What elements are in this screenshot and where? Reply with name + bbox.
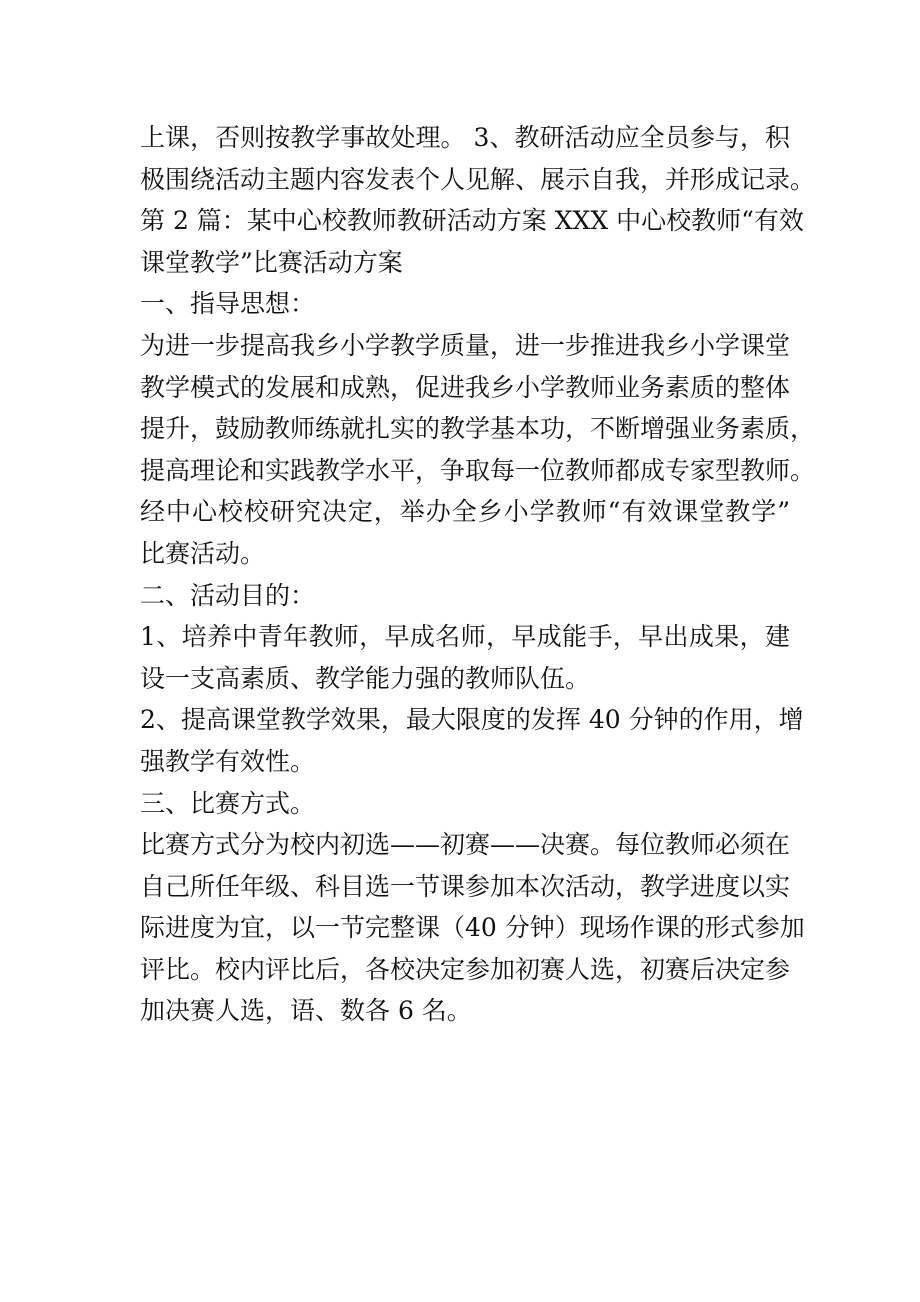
text-line: 教学模式的发展和成熟，促进我乡小学教师业务素质的整体 (140, 372, 791, 402)
section-heading: 二、活动目的： (140, 580, 316, 610)
text-line: 加决赛人选，语、数各 6 名。 (140, 996, 472, 1026)
text-line: 第 2 篇：某中心校教师教研活动方案 XXX 中心校教师“有效 (140, 206, 804, 236)
text-line: 评比。校内评比后，各校决定参加初赛人选，初赛后决定参 (140, 954, 791, 984)
section-heading: 三、比赛方式。 (140, 788, 316, 818)
text-line: 为进一步提高我乡小学教学质量，进一步推进我乡小学课堂 (140, 330, 791, 360)
text-line: 2、提高课堂教学效果，最大限度的发挥 40 分钟的作用，增 (140, 705, 804, 735)
text-line: 上课，否则按教学事故处理。 3、教研活动应全员参与，积 (140, 123, 790, 152)
text-line: 提升，鼓励教师练就扎实的教学基本功，不断增强业务素质， (140, 414, 816, 444)
section-heading: 一、指导思想： (140, 289, 316, 319)
text-line: 经中心校校研究决定，举办全乡小学教师“有效课堂教学” (140, 497, 790, 527)
text-line: 自己所任年级、科目选一节课参加本次活动，教学进度以实 (140, 871, 791, 901)
text-line: 设一支高素质、教学能力强的教师队伍。 (140, 663, 591, 693)
text-line: 课堂教学”比赛活动方案 (140, 247, 403, 277)
document-body (140, 117, 816, 1032)
text-line: 际进度为宜，以一节完整课（40 分钟）现场作课的形式参加 (140, 913, 805, 943)
text-line: 强教学有效性。 (140, 746, 316, 776)
text-line: 比赛方式分为校内初选——初赛——决赛。每位教师必须在 (140, 830, 791, 860)
text-line: 1、培养中青年教师，早成名师，早成能手，早出成果，建 (140, 622, 790, 652)
text-line: 提高理论和实践教学水平，争取每一位教师都成专家型教师。 (140, 455, 816, 485)
text-line: 比赛活动。 (140, 538, 266, 568)
text-line: 极围绕活动主题内容发表个人见解、展示自我，并形成记录。 (140, 164, 816, 194)
